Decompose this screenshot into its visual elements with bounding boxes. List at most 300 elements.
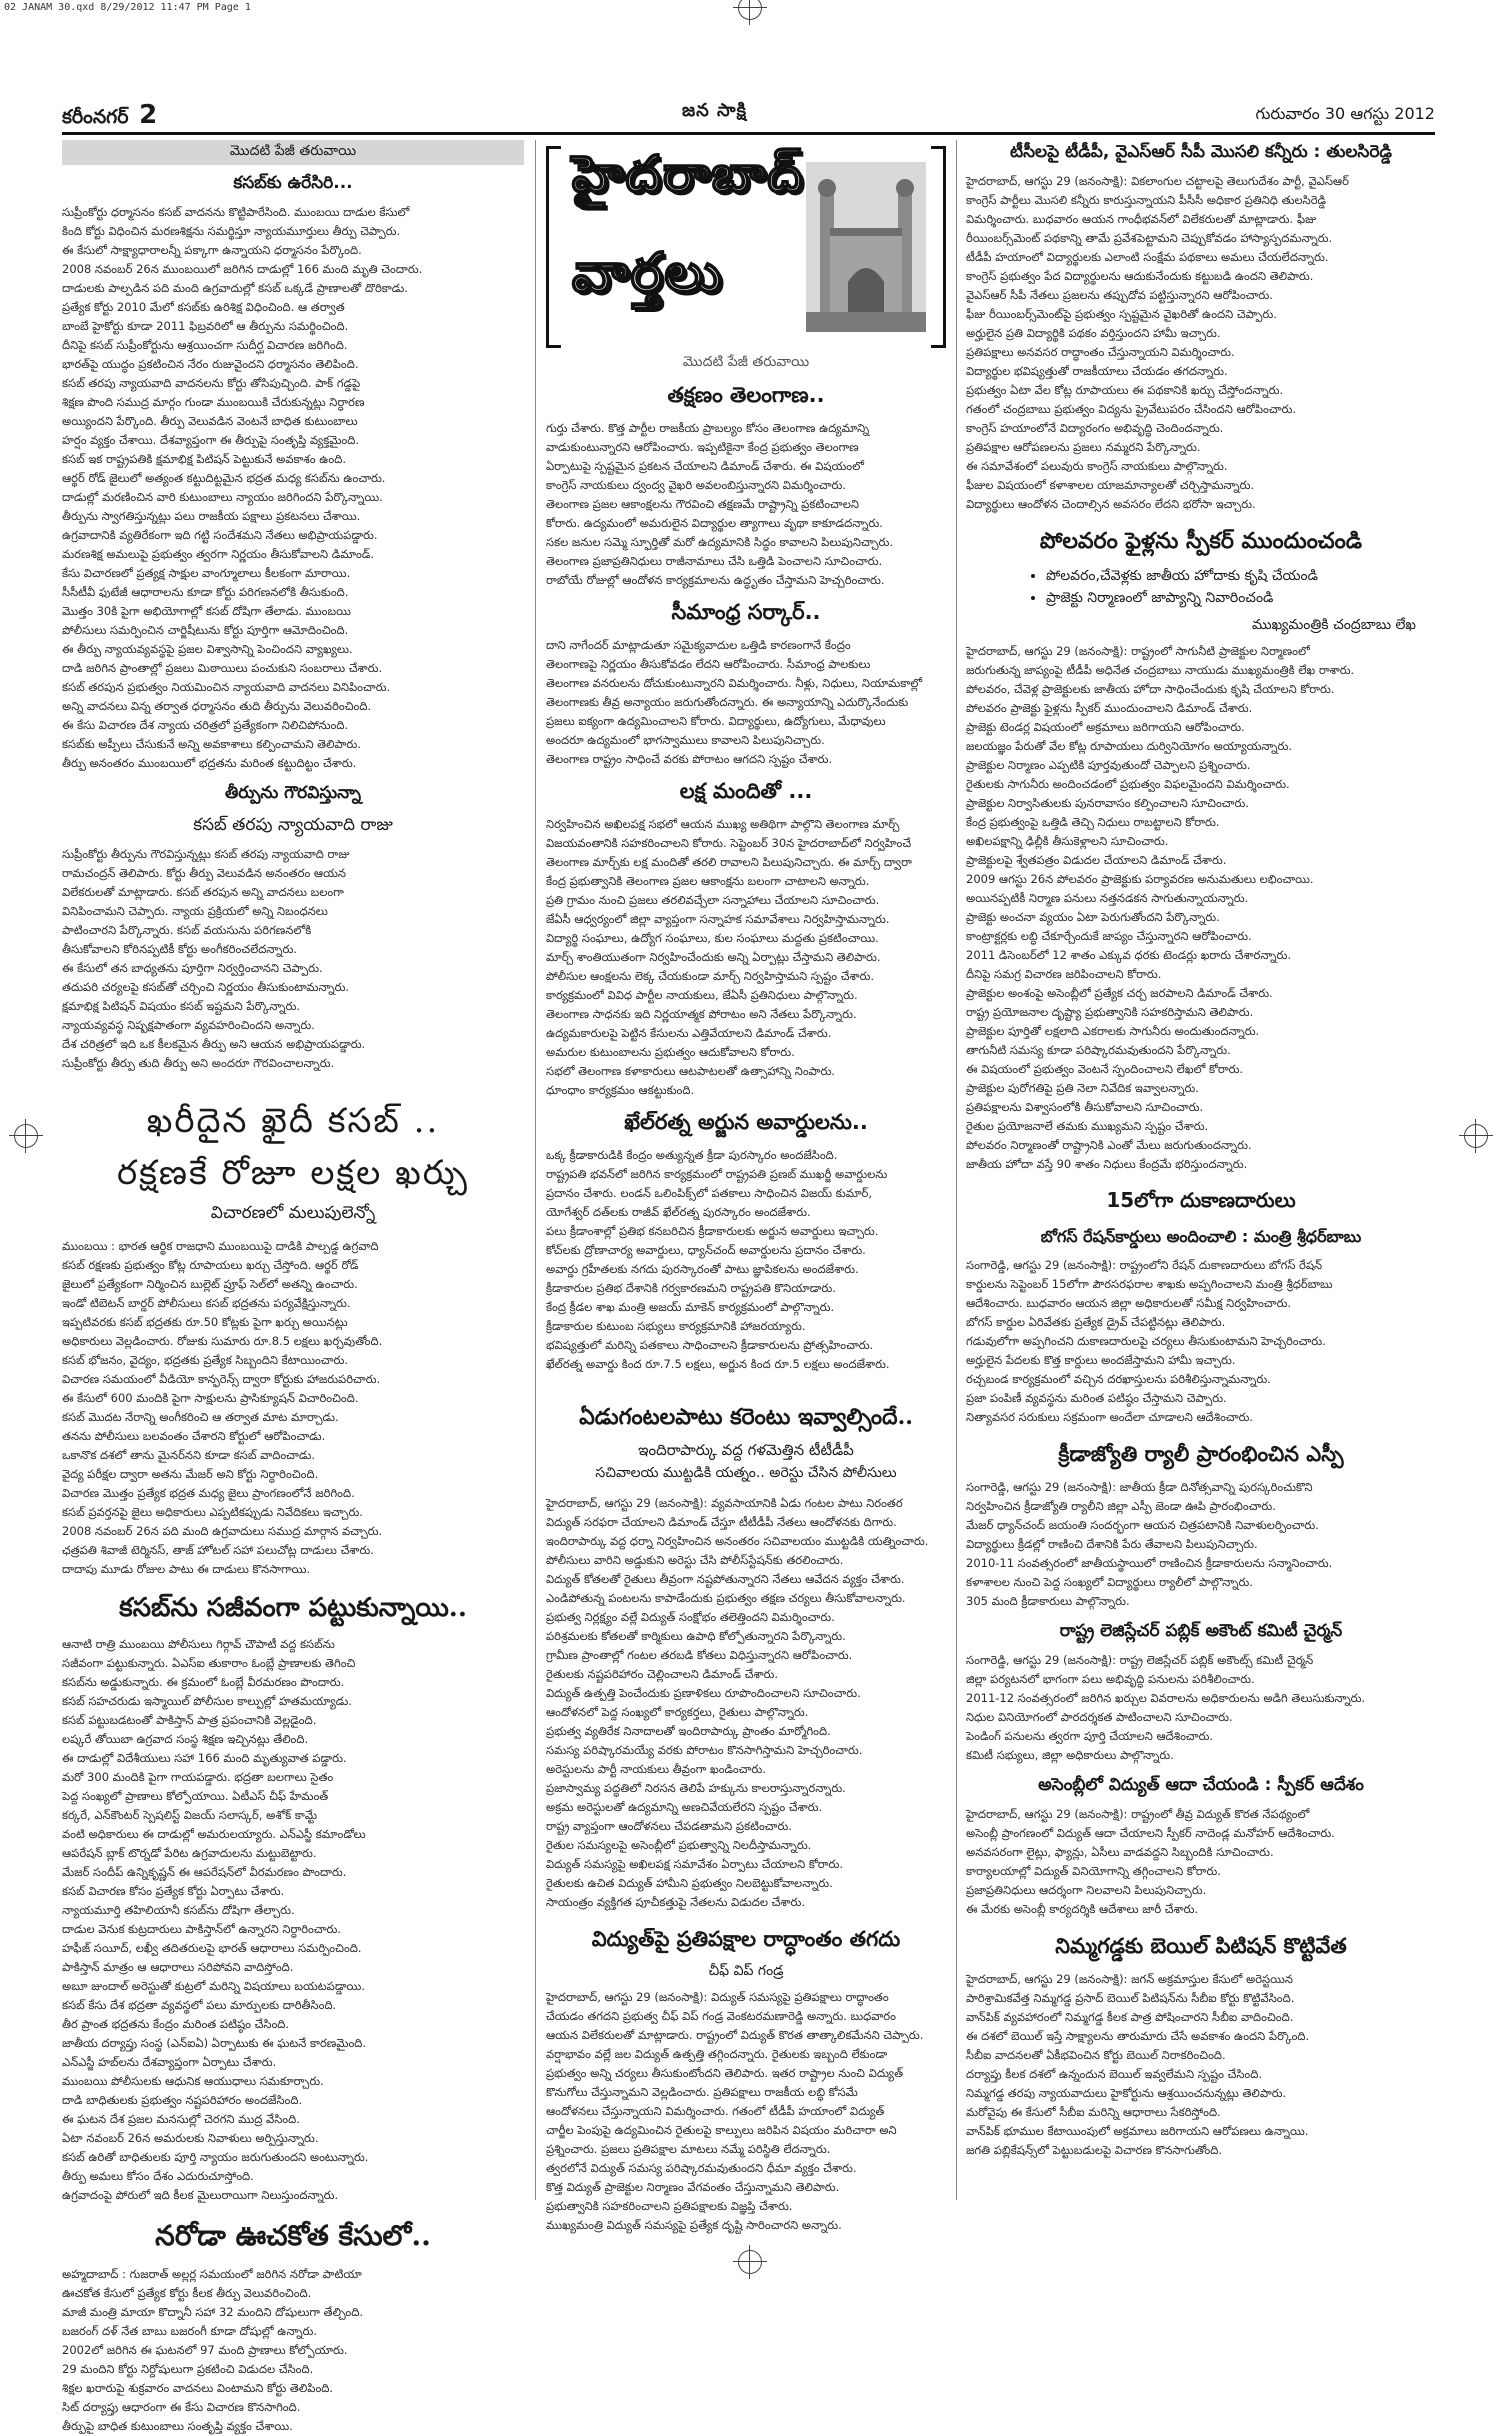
body-text-line: ఊచకోత కేసులో ప్రత్యేక కోర్టు కీలక తీర్పు వెలువరించింది. [62,2286,312,2301]
body-text-line: దాని నాగేందర్ మాట్లాడుతూ సమైక్యవాదుల ఒత్తిడి కారణంగానే కేంద్రం [546,638,851,652]
body-text-line: ఈ మేరకు అసెంబ్లీ కార్యదర్శికి ఆదేశాలు జారీ చేశారు. [966,1902,1199,1916]
body-text-line: హైదరాబాద్, ఆగస్టు 29 (జనంసాక్షి): వికలాంగుల చట్టాలపై తెలుగుదేశం పార్టీ, వైఎస్ఆర్ [966,174,1349,188]
body-text-line: మాజీ మంత్రి మాయా కొద్నానీ సహా 32 మందిని దోషులుగా తేల్చింది. [62,2305,363,2320]
body-text-line: ప్రాజెక్టుల పూర్తితో లక్షలాది ఎకరాలకు సాగునీరు అందుతుందన్నారు. [966,1024,1260,1038]
body-text-line: అరెస్టులను పార్టీ నాయకులు తీవ్రంగా ఖండించారు. [546,1762,766,1776]
story-headline: ఏడుగంటలపాటు కరెంటు ఇవ్వాల్సిందే.. [579,1404,913,1430]
body-text-line: విమర్శించారు. బుధవారం ఆయన గాంధీభవన్‌లో విలేకరులతో మాట్లాడారు. ఫీజు [966,212,1317,226]
body-text-line: ప్రాజెక్టుల పురోగతిపై ప్రతి నెలా నివేదిక ఇవ్వాలన్నారు. [966,1081,1199,1095]
story-body [966,1651,1436,1765]
story-heading: రాష్ట్ర లెజిస్లేచర్ పబ్లిక్ అకౌంట్ కమిటీ చైర్మన్ [1059,1621,1343,1641]
body-text-line: ఈ కేసు విచారణ దేశ న్యాయ చరిత్రలో ప్రత్యేకంగా నిలిచిపోనుంది. [62,718,349,732]
body-text-line: వైఎస్ఆర్ సీపీ నేతలు ప్రజలను తప్పుదోవ పట్టిస్తున్నారని ఆరోపించారు. [966,288,1273,302]
body-text-line: ప్రతిపక్షాలను విశ్వాసంలోకి తీసుకోవాలని సూచించారు. [966,1100,1204,1114]
body-text-line: దీనిపై కసబ్ సుప్రీంకోర్టును ఆశ్రయించగా సుదీర్ఘ విచారణ జరిగింది. [62,338,348,352]
body-text-line: ప్రభుత్వ వ్యతిరేక నినాదాలతో ఇందిరాపార్కు ప్రాంతం మార్మోగింది. [546,1724,831,1738]
body-text-line: తాగునీటి సమస్య కూడా పరిష్కారమవుతుందని పేర్కొన్నారు. [966,1043,1231,1057]
story-subhead: విచారణలో మలుపులెన్నో [210,1203,376,1224]
right-column [966,140,1436,2200]
body-text-line: క్రీడాకారుల కుటుంబ సభ్యులు కార్యక్రమానికి హాజరయ్యారు. [546,1319,806,1333]
story-credit: ముఖ్యమంత్రికి చంద్రబాబు లేఖ [1251,617,1416,633]
body-text-line: 2008 నవంబర్ 26న ముంబయిలో జరిగిన దాడుల్లో 166 మంది మృతి చెందారు. [62,262,423,276]
body-text-line: విద్యార్థులు ఆందోళన చెందాల్సిన అవసరం లేదని భరోసా ఇచ్చారు. [966,497,1256,511]
body-text-line: ఆనాటి రాత్రి ముంబయి పోలీసులు గిర్గావ్ చౌపాటీ వద్ద కసబ్‌ను [62,1637,335,1652]
body-text-line: వైద్య పరీక్షల ద్వారా అతను మేజర్ అని కోర్టు నిర్ధారించింది. [62,1467,319,1482]
masthead-word-news: వార్తలు [572,240,724,304]
body-text-line: ప్రతిపక్షాల ఆరోపణలను ప్రజలు నమ్మరని పేర్కొన్నారు. [966,440,1201,454]
body-text-line: నిర్వహించిన అఖిలపక్ష సభలో ఆయన ముఖ్య అతిథిగా పాల్గొని తెలంగాణ మార్చ్ [546,817,900,831]
body-text-line: 305 మంది క్రీడాకారులు పాల్గొన్నారు. [966,1594,1130,1608]
masthead-bracket-right [931,146,946,348]
body-text-line: సంగారెడ్డి, ఆగస్టు 29 (జనంసాక్షి): జాతీయ క్రీడా దినోత్సవాన్ని పురస్కరించుకొని [966,1480,1313,1494]
body-text-line: సకల జనుల సమ్మె స్ఫూర్తితో మరో ఉద్యమానికి సిద్ధం కావాలని పిలుపునిచ్చారు. [546,535,893,549]
body-text-line: రాష్ట్ర ప్రయోజనాల దృష్ట్యా ప్రభుత్వానికి సహకరిస్తామని తెలిపారు. [966,1005,1254,1019]
body-text-line: ప్రాజెక్టు అంచనా వ్యయం ఏటా పెరుగుతోందని పేర్కొన్నారు. [966,910,1220,924]
body-text-line: రచ్చబండ కార్యక్రమంలో వచ్చిన దరఖాస్తులను పరిశీలిస్తున్నామన్నారు. [966,1372,1271,1386]
body-text-line: సభలో తెలంగాణ కళాకారులు ఆటపాటలతో ఉత్సాహాన్ని నింపారు. [546,1064,835,1078]
body-text-line: కాంగ్రెస్ హయాంలోనే విద్యారంగం అభివృద్ధి చెందిందన్నారు. [966,421,1224,435]
body-text-line: సీబీఐ వాదనలతో ఏకీభవించిన కోర్టు బెయిల్ నిరాకరించింది. [966,2048,1226,2062]
body-text-line: ఈ సమావేశంలో పలువురు కాంగ్రెస్ నాయకులు పాల్గొన్నారు. [966,459,1228,473]
body-text-line: సంగారెడ్డి, ఆగస్టు 29 (జనంసాక్షి): రాష్ట్ర లెజిస్లేచర్ పబ్లిక్ అకౌంట్స్ కమిటీ చైర్మన్ [966,1653,1314,1667]
body-text-line: ఒకానొక దశలో తాను మైనర్‌నని కూడా కసబ్ వాదించాడు. [62,1448,315,1463]
body-text-line: అర్హులైన పేదలకు కొత్త కార్డులు అందజేస్తామని హామీ ఇచ్చారు. [966,1353,1236,1367]
column-divider [956,140,957,2200]
body-text-line: జిల్లా పర్యటనలో భాగంగా పలు అభివృద్ధి పనులను పరిశీలించారు. [966,1672,1255,1686]
body-text-line: కర్కరే, ఎన్‌కౌంటర్ స్పెషలిస్ట్ విజయ్ సలాస్కర్, అశోక్ కామ్టే [62,1808,318,1823]
body-text-line: బాంబే హైకోర్టు కూడా 2011 ఫిబ్రవరిలో ఆ తీర్పును సమర్థించింది. [62,319,349,333]
body-text-line: ఈ విషయంలో ప్రభుత్వం వెంటనే స్పందించాలని లేఖలో కోరారు. [966,1062,1244,1076]
body-text-line: ఆందోళనలు చేస్తున్నాయని విమర్శించారు. గతంలో టీడీపీ హయాంలో విద్యుత్ [546,2104,885,2118]
body-text-line: టీడీపీ హయాంలో విద్యార్థులకు ఎలాంటి సంక్షేమ పథకాలు అమలు చేయలేదన్నారు. [966,250,1329,264]
bullet-item: • పోలవరం,చేవెళ్లకు జాతీయ హోదాకు కృషి చేయండి [1046,565,1436,587]
story-heading: సీమాంధ్ర సర్కార్.. [671,600,821,624]
story-body [546,636,946,769]
body-text-line: ప్రజలు ఐక్యంగా ఉద్యమించాలని కోరారు. విద్యార్థులు, ఉద్యోగులు, మేధావులు [546,714,886,728]
body-text-line: మొత్తం 30కి పైగా అభియోగాల్లో కసబ్ దోషిగా తేలాడు. ముంబయి [62,604,351,618]
masthead-bracket-left [546,146,561,348]
body-text-line: త్వరలోనే విద్యుత్ సమస్య పరిష్కారమవుతుందని ధీమా వ్యక్తం చేశారు. [546,2161,857,2175]
body-text-line: పోలీసులు సమర్పించిన చార్జిషీటును కోర్టు పూర్తిగా ఆమోదించింది. [62,623,349,637]
body-text-line: హైదరాబాద్, ఆగస్టు 29 (జనంసాక్షి): రాష్ట్రంలో తీవ్ర విద్యుత్ కొరత నేపథ్యంలో [966,1807,1310,1821]
body-text-line: అన్ని వాదనలు విన్న తర్వాత ధర్మాసనం తుది తీర్పును వెలువరించింది. [62,699,372,713]
registration-mark-top [738,0,762,20]
body-text-line: విచారణ మొత్తం ప్రత్యేక భద్రత మధ్య జైలు ప్రాంగణంలోనే జరిగింది. [62,1486,355,1501]
body-text-line: జాతీయ హోదా వస్తే 90 శాతం నిధులు కేంద్రమే భరిస్తుందన్నారు. [966,1157,1248,1171]
body-text-line: 2002లో జరిగిన ఈ ఘటనలో 97 మంది ప్రాణాలు కోల్పోయారు. [62,2343,348,2358]
body-text-line: ఆదేశించారు. బుధవారం ఆయన జిల్లా అధికారులతో సమీక్ష నిర్వహించారు. [966,1296,1292,1310]
story-headline: కసబ్‌ను సజీవంగా పట్టుకున్నాయి.. [119,1593,467,1624]
body-text-line: విద్యుత్ కోతలతో రైతులు తీవ్రంగా నష్టపోతున్నారని నేతలు ఆవేదన వ్యక్తం చేశారు. [546,1572,905,1586]
registration-mark-right [1464,1124,1488,1148]
body-text-line: దాడుల వెనుక కుట్రదారులు పాకిస్తాన్‌లో ఉన్నారని నిర్ధారించారు. [62,1922,342,1937]
body-text-line: క్రీడాకారుల ప్రతిభ దేశానికి గర్వకారణమని రాష్ట్రపతి కొనియాడారు. [546,1281,836,1295]
body-text-line: మేజర్ సందీప్ ఉన్నికృష్ణన్ ఈ ఆపరేషన్‌లో వీరమరణం పొందారు. [62,1865,347,1880]
story-heading: కసబ్‌కు ఉరేసిరి... [233,173,353,193]
story-headline: పోలవరం ఫైళ్లను స్పీకర్ ముందుంచండి [1039,528,1363,554]
body-text-line: ఫీజు రీయింబర్స్‌మెంట్‌పై ప్రభుత్వం స్పష్టమైన వైఖరితో ఉందని చెప్పారు. [966,307,1277,321]
body-text-line: అయినప్పటికీ నిర్మాణ పనులు నత్తనడకన సాగుతున్నాయన్నారు. [966,891,1249,905]
body-text-line: ప్రభుత్వానికి సహకరించాలని ప్రతిపక్షాలకు విజ్ఞప్తి చేశారు. [546,2199,793,2213]
body-text-line: ముంబయి : భారత ఆర్థిక రాజధాని ముంబయిపై దాడికి పాల్పడ్డ ఉగ్రవాది [62,1239,379,1254]
body-text-line: ప్రభుత్వ నిర్లక్ష్యం వల్లే విద్యుత్ సంక్షోభం తలెత్తిందని విమర్శించారు. [546,1610,835,1624]
body-text-line: సుప్రీంకోర్టు తీర్పు తుది తీర్పు అని అందరూ గౌరవించాలన్నారు. [62,1056,335,1070]
body-text-line: కాంట్రాక్టర్లకు లబ్ధి చేకూర్చేందుకే జాప్యం చేస్తున్నారని ఆరోపించారు. [966,929,1252,943]
body-text-line: దేశ చరిత్రలో ఇది ఒక కీలకమైన తీర్పు అని ఆయన అభిప్రాయపడ్డారు. [62,1037,366,1051]
body-text-line: దీనిపై సమగ్ర విచారణ జరిపించాలని కోరారు. [966,967,1162,981]
body-text-line: కసబ్‌కు అప్పీలు చేసుకునే అన్ని అవకాశాలు కల్పించామని తెలిపారు. [62,737,361,751]
body-text-line: ఫీజుల విషయంలో కళాశాలల యాజమాన్యాలతో చర్చిస్తామన్నారు. [966,478,1255,492]
body-text-line: 2009 ఆగస్టు 26న పోలవరం ప్రాజెక్టుకు పర్యావరణ అనుమతులు లభించాయి. [966,872,1314,886]
body-text-line: కసబ్ మొదట నేరాన్ని అంగీకరించి ఆ తర్వాత మాట మార్చాడు. [62,1410,339,1425]
body-text-line: విద్యుత్ ఉత్పత్తి పెంచేందుకు ప్రణాళికలు రూపొందించాలని సూచించారు. [546,1686,861,1700]
body-text-line: ఆయన విలేకరులతో మాట్లాడారు. రాష్ట్రంలో విద్యుత్ కొరత తాత్కాలికమేనని చెప్పారు. [546,2028,924,2042]
body-text-line: విద్యార్థుల భవిష్యత్తుతో రాజకీయాలు చేయడం తగదన్నారు. [966,364,1228,378]
continued-banner: మొదటి పేజీ తరువాయి [62,140,524,165]
body-text-line: కాంగ్రెస్ ప్రభుత్వం పేద విద్యార్థులను ఆదుకునేందుకు కట్టుబడి ఉందని తెలిపారు. [966,269,1314,283]
body-text-line: హైదరాబాద్, ఆగస్టు 29 (జనంసాక్షి): వ్యవసాయానికి ఏడు గంటల పాటు నిరంతర [546,1496,903,1510]
body-text-line: పరిశ్రమలకు కోతలతో కార్మికులు ఉపాధి కోల్పోతున్నారని పేర్కొన్నారు. [546,1629,846,1643]
body-text-line: ప్రజాప్రతినిధులు ఆదర్శంగా నిలవాలని పిలుపునిచ్చారు. [966,1883,1207,1897]
body-text-line: తీర ప్రాంత భద్రతను కేంద్రం మరింత పటిష్ఠం చేసింది. [62,2017,290,2032]
body-text-line: ఏటా నవంబర్ 26న అమరులకు నివాళులు అర్పిస్తున్నారు. [62,2131,319,2146]
body-text-line: ఏర్పాటుపై స్పష్టమైన ప్రకటన చేయాలని డిమాండ్ చేశారు. ఈ విషయంలో [546,459,864,473]
body-text-line: తీర్పును స్వాగతిస్తున్నట్లు పలు రాజకీయ పక్షాలు ప్రకటనలు చేశాయి. [62,509,361,523]
story-body [546,1988,946,2235]
charminar-illustration [806,162,926,332]
body-text-line: తీర్పుపై బాధిత కుటుంబాలు సంతృప్తి వ్యక్తం చేశాయి. [62,2419,293,2434]
body-text-line: వాన్‌పిక్ వ్యవహారంలో నిమ్మగడ్డ కీలక పాత్ర పోషించారని సీబీఐ వాదించింది. [966,2010,1294,2024]
body-text-line: ప్రాజెక్టుల అంశంపై అసెంబ్లీలో ప్రత్యేక చర్చ జరపాలని డిమాండ్ చేశారు. [966,986,1273,1000]
body-text-line: రాబోయే రోజుల్లో ఆందోళన కార్యక్రమాలను ఉద్ధృతం చేస్తామని హెచ్చరించారు. [546,573,885,587]
body-text-line: విలేకరులతో మాట్లాడారు. కసబ్ తరపున అన్ని వాదనలు బలంగా [62,885,344,899]
body-text-line: తీర్పు అనంతరం ముంబయిలో భద్రతను మరింత కట్టుదిట్టం చేశారు. [62,756,357,770]
body-text-line: బజరంగ్ దళ్ నేత బాబు బజరంగీ కూడా దోషుల్లో ఉన్నారు. [62,2324,318,2339]
body-text-line: దాడి జరిగిన ప్రాంతాల్లో ప్రజలు మిఠాయిలు పంచుకుని సంబరాలు చేశారు. [62,661,383,675]
body-text-line: రీయింబర్స్‌మెంట్ పథకాన్ని తామే ప్రవేశపెట్టామని చెప్పుకోవడం హాస్యాస్పదమన్నారు. [966,231,1333,245]
body-text-line: కాంగ్రెస్ పార్టీలు మొసలి కన్నీరు కారుస్తున్నాయని పీసీసీ అధికార ప్రతినిధి తులసిరెడ్డి [966,193,1327,207]
body-text-line: 29 మందిని కోర్టు నిర్దోషులుగా ప్రకటించి విడుదల చేసింది. [62,2362,314,2377]
body-text-line: రైతులకు నష్టపరిహారం చెల్లించాలని డిమాండ్ చేశారు. [546,1667,779,1681]
body-text-line: అసెంబ్లీ ప్రాంగణంలో విద్యుత్ ఆదా చేయాలని స్పీకర్ నాదెండ్ల మనోహర్ ఆదేశించారు. [966,1826,1335,1840]
masthead-word-hyderabad: హైదరాబాద్ [572,144,805,203]
story-bullets [1006,565,1436,609]
body-text-line: ముఖ్యమంత్రి విద్యుత్ సమస్యపై ప్రత్యేక దృష్టి సారించారని అన్నారు. [546,2218,842,2232]
body-text-line: జేఏసీ ఆధ్వర్యంలో జిల్లా వ్యాప్తంగా సన్నాహక సమావేశాలు నిర్వహిస్తామన్నారు. [546,912,890,926]
body-text-line: ఇప్పటివరకు కసబ్ భద్రతకు రూ.50 కోట్లకు పైగా ఖర్చు అయినట్లు [62,1315,348,1330]
body-text-line: కార్యక్రమంలో వివిధ పార్టీల నాయకులు, జేఏసీ ప్రతినిధులు పాల్గొన్నారు. [546,988,858,1002]
body-text-line: విద్యుత్ సరఫరా చేయాలని డిమాండ్ చేస్తూ టీటీడీపీ నేతలు ఆందోళనకు దిగారు. [546,1515,897,1529]
story-body [62,1635,524,2205]
masthead-logo: జన సాక్షి [682,100,748,121]
story-headline-line2: రక్షణకే రోజూ లక్షల ఖర్చు [116,1153,469,1194]
issue-date: గురువారం 30 ఆగస్టు 2012 [1255,104,1435,123]
body-text-line: ముంబయి పోలీసులకు ఆధునిక ఆయుధాలు సమకూర్చారు. [62,2074,324,2089]
body-text-line: నిర్వహించిన క్రీడాజ్యోతి ర్యాలీని జిల్లా ఎస్పీ జెండా ఊపి ప్రారంభించారు. [966,1499,1276,1513]
body-text-line: నిమ్మగడ్డ తరపు న్యాయవాదులు హైకోర్టును ఆశ్రయించనున్నట్లు తెలిపారు. [966,2086,1287,2100]
story-body [546,815,946,1100]
body-text-line: అయ్యిందని పేర్కొంది. తీర్పు వెలువడిన వెంటనే బాధిత కుటుంబాలు [62,414,358,428]
body-text-line: కొత్త విద్యుత్ ప్రాజెక్టుల నిర్మాణం వేగవంతం చేస్తున్నామని తెలిపారు. [546,2180,840,2194]
body-text-line: కసబ్ తరపు న్యాయవాది వాదనలను కోర్టు తోసిపుచ్చింది. పాక్ గడ్డపై [62,376,361,390]
body-text-line: న్యాయవ్యవస్థ నిష్పక్షపాతంగా వ్యవహరించిందని అన్నారు. [62,1018,315,1032]
body-text-line: తెలంగాణ ప్రజాప్రతినిధులు రాజీనామాలు చేసి ఒత్తిడి పెంచాలని సూచించారు. [546,554,883,568]
body-text-line: హఫీజ్ సయీద్, లఖ్వీ తదితరులపై భారత్ ఆధారాలు సమర్పించింది. [62,1941,362,1956]
body-text-line: గడువులోగా అప్పగించని దుకాణదారులపై చర్యలు తీసుకుంటామని హెచ్చరించారు. [966,1334,1326,1348]
body-text-line: కోచ్‌లకు ద్రోణాచార్య అవార్డులు, ధ్యాన్‌చంద్ అవార్డులను ప్రదానం చేశారు. [546,1243,866,1257]
story-subhead-2: సచివాలయ ముట్టడికి యత్నం.. అరెస్టు చేసిన పోలీసులు [595,1465,897,1481]
story-headline: నరోడా ఊచకోత కేసులో.. [155,2219,431,2253]
page-number: 2 [139,100,158,130]
body-text-line: అందరూ ఉద్యమంలో భాగస్వాములు కావాలని పిలుపునిచ్చారు. [546,733,825,747]
body-text-line: నిధుల వినియోగంలో పారదర్శకత పాటించాలని సూచించారు. [966,1710,1233,1724]
body-text-line: తెలంగాణపై నిర్ణయం తీసుకోవడం లేదని ఆరోపించారు. సీమాంధ్ర పాలకులు [546,657,871,671]
body-text-line: సీసీటీవీ ఫుటేజీ ఆధారాలను కూడా కోర్టు పరిగణనలోకి తీసుకుంది. [62,585,349,599]
story-headline: ఖరీదైన ఖైదీ కసబ్ .. [146,1101,440,1141]
body-text-line: అనవసరంగా లైట్లు, ఫ్యాన్లు, ఏసీలు వాడవద్దని సిబ్బందికి సూచించారు. [966,1845,1274,1859]
body-text-line: జలయజ్ఞం పేరుతో వేల కోట్ల రూపాయలు దుర్వినియోగం అయ్యాయన్నారు. [966,739,1292,753]
section-label [62,100,157,133]
body-text-line: 2011-12 సంవత్సరంలో జరిగిన ఖర్చుల వివరాలను అధికారులను అడిగి తెలుసుకున్నారు. [966,1691,1366,1705]
body-text-line: ప్రజా పంపిణీ వ్యవస్థను మరింత పటిష్ఠం చేస్తామని చెప్పారు. [966,1391,1227,1405]
body-text-line: ప్రదానం చేశారు. లండన్ ఒలింపిక్స్‌లో పతకాలు సాధించిన విజయ్ కుమార్, [546,1186,873,1200]
body-text-line: భవిష్యత్తులో మరిన్ని పతకాలు సాధించాలని క్రీడాకారులను ప్రోత్సహించారు. [546,1338,874,1352]
body-text-line: ఉగ్రవాదానికి వ్యతిరేకంగా ఇది గట్టి సందేశమని నేతలు అభిప్రాయపడ్డారు. [62,528,378,542]
body-text-line: సుప్రీంకోర్టు ధర్మాసనం కసబ్ వాదనను కొట్టిపారేసింది. ముంబయి దాడుల కేసులో [62,205,410,219]
body-text-line: పెండింగ్ పనులను త్వరగా పూర్తి చేయాలని ఆదేశించారు. [966,1729,1214,1743]
continued-label: మొదటి పేజీ తరువాయి [682,354,810,370]
body-text-line: విద్యార్థి సంఘాలు, ఉద్యోగ సంఘాలు, కుల సంఘాలు మద్దతు ప్రకటించాయి. [546,931,879,945]
body-text-line: కసబ్ పట్టుబడటంతో పాకిస్తాన్ పాత్ర ప్రపంచానికి వెల్లడైంది. [62,1713,317,1728]
body-text-line: ఆపరేషన్ బ్లాక్ టొర్నడో పేరిట ఉగ్రవాదులను మట్టుబెట్టారు. [62,1846,317,1861]
body-text-line: రైతులకు సాగునీరు అందించడంలో ప్రభుత్వం విఫలమైందని విమర్శించారు. [966,777,1290,791]
body-text-line: పోలవరం ప్రాజెక్టు ఫైళ్లను స్పీకర్ ముందుంచాలని డిమాండ్ చేశారు. [966,701,1253,715]
body-text-line: శిక్షల ఖరారుపై శుక్రవారం వాదనలు వింటామని కోర్టు తెలిపింది. [62,2381,334,2396]
body-text-line: గుర్తు చేశారు. కొత్త పార్టీల రాజకీయ ప్రాబల్యం కోసం తెలంగాణ ఉద్యమాన్ని [546,421,870,435]
story-body [546,419,946,590]
body-text-line: కసబ్‌ను అడ్డుకున్నారు. ఈ క్రమంలో ఓంబ్లే వీరమరణం పొందారు. [62,1675,345,1690]
body-text-line: సుప్రీంకోర్టు తీర్పును గౌరవిస్తున్నట్లు కసబ్ తరపు న్యాయవాది రాజు [62,847,350,861]
body-text-line: రాష్ట్రపతి భవన్‌లో జరిగిన కార్యక్రమంలో రాష్ట్రపతి ప్రణబ్ ముఖర్జీ అవార్డులను [546,1167,888,1181]
body-text-line: లష్కరే తోయిబా ఉగ్రవాద సంస్థ శిక్షణ ఇచ్చినట్లు తేలింది. [62,1732,309,1747]
left-column [62,140,524,2434]
page-header [62,98,1435,135]
body-text-line: 2010-11 సంవత్సరంలో జాతీయస్థాయిలో రాణించిన క్రీడాకారులను సన్మానించారు. [966,1556,1333,1570]
body-text-line: ఈ కేసులో సాక్ష్యాధారాలన్నీ పక్కాగా ఉన్నాయని ధర్మాసనం పేర్కొంది. [62,243,362,257]
body-text-line: ప్రభుత్వం అన్ని చర్యలు తీసుకుంటోందని తెలిపారు. ఇతర రాష్ట్రాల నుంచి విద్యుత్ [546,2066,904,2080]
body-text-line: ఖేల్‌రత్న అవార్డు కింద రూ.7.5 లక్షలు, అర్జున కింద రూ.5 లక్షలు అందజేశారు. [546,1357,890,1371]
middle-lower-column [546,1390,946,2232]
body-text-line: ఈ దాడుల్లో విదేశీయులు సహా 166 మంది మృత్యువాత పడ్డారు. [62,1751,347,1766]
print-slug: 02 JANAM 30.qxd 8/29/2012 11:47 PM Page 1 [4,2,251,13]
body-text-line: ప్రతి గ్రామం నుంచి ప్రజలు తరలివచ్చేలా సన్నాహాలు చేయాలని సూచించారు. [546,893,880,907]
body-text-line: వాడుకుంటున్నారని ఆరోపించారు. ఇప్పటికైనా కేంద్ర ప్రభుత్వం తెలంగాణ [546,440,859,454]
body-text-line: కేంద్ర ప్రభుత్వంపై ఒత్తిడి తెచ్చి నిధులు రాబట్టాలని కోరారు. [966,815,1220,829]
body-text-line: హర్షం వ్యక్తం చేశాయి. దేశవ్యాప్తంగా ఈ తీర్పుపై సంతృప్తి వ్యక్తమైంది. [62,433,359,447]
body-text-line: దాడుల్లో మరణించిన వారి కుటుంబాలు న్యాయం జరిగిందని పేర్కొన్నాయి. [62,490,383,504]
body-text-line: దాడులకు పాల్పడిన పది మంది ఉగ్రవాదుల్లో కసబ్ ఒక్కడే ప్రాణాలతో దొరికాడు. [62,281,408,295]
body-text-line: విద్యుత్ సమస్యపై అఖిలపక్ష సమావేశం ఏర్పాటు చేయాలని కోరారు. [546,1857,843,1871]
body-text-line: శిక్షణ పొంది సముద్ర మార్గం గుండా ముంబయికి చేరుకున్నట్లు నిర్ధారణ [62,395,365,409]
body-text-line: తెలంగాణ ప్రజల ఆకాంక్షలను గౌరవించి తక్షణమే రాష్ట్రాన్ని ప్రకటించాలని [546,497,859,511]
body-text-line: చేయడం తగదని ప్రభుత్వ చీఫ్ విప్ గండ్ర వెంకటరమణారెడ్డి అన్నారు. బుధవారం [546,2009,896,2023]
story-body [62,1237,524,1579]
body-text-line: వాన్‌పిక్ భూముల కేటాయింపులో అక్రమాలు జరిగాయని ఆరోపణలు ఉన్నాయి. [966,2124,1309,2138]
registration-mark-bottom [738,2250,762,2274]
story-heading: లక్ష మందితో ... [679,779,813,803]
body-text-line: పోలవరం, చేవెళ్ల ప్రాజెక్టులకు జాతీయ హోదా సాధించేందుకు కృషి చేయాలని కోరారు. [966,682,1335,696]
body-text-line: కసబ్ తరపున ప్రభుత్వం నియమించిన న్యాయవాది వాదనలు వినిపించారు. [62,680,391,694]
body-text-line: మేజర్ ధ్యాన్‌చంద్ జయంతి సందర్భంగా ఆయన చిత్రపటానికి నివాళులర్పించారు. [966,1518,1319,1532]
body-text-line: కసబ్ విచారణ కోసం ప్రత్యేక కోర్టు ఏర్పాటు చేశారు. [62,1884,285,1899]
story-body [966,1256,1436,1427]
body-text-line: హైదరాబాద్, ఆగస్టు 29 (జనంసాక్షి): జగన్ అక్రమాస్తుల కేసులో అరెస్టయిన [966,1972,1293,1986]
section-name: కరీంనగర్ [62,106,129,128]
body-text-line: సిట్ దర్యాప్తు ఆధారంగా ఈ కేసు విచారణ కొనసాగింది. [62,2400,301,2415]
story-body [966,1970,1436,2160]
body-text-line: ప్రభుత్వం ఏటా వేల కోట్ల రూపాయలు ఈ పథకానికి ఖర్చు చేస్తోందన్నారు. [966,383,1284,397]
body-text-line: కసబ్ ఉరితో బాధితులకు పూర్తి న్యాయం జరుగుతుందని అంటున్నారు. [62,2150,369,2165]
body-text-line: రైతుల సమస్యలపై అసెంబ్లీలో ప్రభుత్వాన్ని నిలదీస్తామన్నారు. [546,1838,812,1852]
body-text-line: మార్చ్ శాంతియుతంగా నిర్వహించేందుకు అన్ని ఏర్పాట్లు చేస్తామని తెలిపారు. [546,950,881,964]
body-text-line: దాదాపు మూడు రోజుల పాటు ఈ దాడులు కొనసాగాయి. [62,1562,311,1577]
body-text-line: హైదరాబాద్, ఆగస్టు 29 (జనంసాక్షి): విద్యుత్ సమస్యపై ప్రతిపక్షాలు రాద్ధాంతం [546,1990,889,2004]
body-text-line: మరోవైపు ఈ కేసులో సీబీఐ మరిన్ని ఆధారాలు సేకరిస్తోంది. [966,2105,1221,2119]
body-text-line: రాష్ట్ర వ్యాప్తంగా ఆందోళనలు చేపడతామని ప్రకటించారు. [546,1819,792,1833]
body-text-line: హైదరాబాద్, ఆగస్టు 29 (జనంసాక్షి): రాష్ట్రంలో సాగునీటి ప్రాజెక్టుల నిర్మాణంలో [966,644,1310,658]
body-text-line: విద్యార్థులు క్రీడల్లో రాణించి దేశానికి పేరు తేవాలని పిలుపునిచ్చారు. [966,1537,1258,1551]
story-headline: క్రీడాజ్యోతి ర్యాలీ ప్రారంభించిన ఎస్పీ [1058,1441,1344,1466]
story-kicker: 15లోగా దుకాణదారులు [1106,1188,1296,1212]
body-text-line: విజయవంతానికి సహకరించాలని కోరారు. సెప్టెంబర్ 30న హైదరాబాద్‌లో నిర్వహించే [546,836,912,850]
story-body [62,845,524,1073]
body-text-line: అమరుల కుటుంబాలను ప్రభుత్వం ఆదుకోవాలని కోరారు. [546,1045,795,1059]
body-text-line: ఈ దశలో బెయిల్ ఇస్తే సాక్ష్యాలను తారుమారు చేసే అవకాశం ఉందని పేర్కొంది. [966,2029,1310,2043]
story-body [62,2265,524,2436]
hyderabad-news-masthead [546,140,946,350]
body-text-line: దాడి బాధితులకు ప్రభుత్వం నష్టపరిహారం అందజేసింది. [62,2093,303,2108]
body-text-line: తెలంగాణ రాష్ట్రం సాధించే వరకు పోరాటం ఆగదని స్పష్టం చేశారు. [546,752,833,766]
body-text-line: ఈ కేసులో 600 మందికి పైగా సాక్షులను ప్రాసిక్యూషన్ విచారించింది. [62,1391,359,1406]
body-text-line: నిత్యావసర సరుకులు సక్రమంగా అందేలా చూడాలని ఆదేశించారు. [966,1410,1254,1424]
body-text-line: కోరారు. ఉద్యమంలో అమరులైన విద్యార్థుల త్యాగాలు వృథా కాకూడదన్నారు. [546,516,883,530]
body-text-line: కమిటీ సభ్యులు, జిల్లా అధికారులు పాల్గొన్నారు. [966,1748,1174,1762]
registration-mark-left [14,1124,38,1148]
body-text-line: ఎండిపోతున్న పంటలను కాపాడేందుకు ప్రభుత్వం తక్షణ చర్యలు తీసుకోవాలన్నారు. [546,1591,906,1605]
body-text-line: రైతులకు ఉచిత విద్యుత్ హామీని ప్రభుత్వం నిలబెట్టుకోవాలన్నారు. [546,1876,833,1890]
body-text-line: బోగస్ కార్డుల ఏరివేతకు ప్రత్యేక డ్రైవ్ చేపట్టినట్లు తెలిపారు. [966,1315,1226,1329]
story-heading: టీసీలపై టీడీపీ, వైఎస్ఆర్ సీపీ మొసలి కన్నీరు : తులసిరెడ్డి [1009,142,1393,162]
body-text-line: పాకిస్తాన్ మాత్రం ఆ ఆధారాలు సరిపోవని వాదిస్తోంది. [62,1960,294,1975]
body-text-line: ఈ తీర్పు న్యాయవ్యవస్థపై ప్రజల విశ్వాసాన్ని పెంచిందని వ్యాఖ్యలు. [62,642,353,656]
body-text-line: ఎన్ఎస్జీ హబ్‌లను దేశవ్యాప్తంగా ఏర్పాటు చేశారు. [62,2055,277,2070]
body-text-line: కసబ్ రక్షణకు ప్రభుత్వం కోట్ల రూపాయలు ఖర్చు చేస్తోంది. ఆర్థర్ రోడ్ [62,1258,359,1273]
body-text-line: యోగేశ్వర్ దత్‌లకు రాజీవ్ ఖేల్‌రత్న పురస్కారం అందజేశారు. [546,1205,811,1219]
body-text-line: పోలీసులు వారిని అడ్డుకుని అరెస్టు చేసి పోలీస్‌స్టేషన్‌కు తరలించారు. [546,1553,844,1567]
body-text-line: కాంగ్రెస్ నాయకులు ద్వంద్వ వైఖరి అవలంబిస్తున్నారని విమర్శించారు. [546,478,846,492]
story-headline: నిమ్మగడ్డకు బెయిల్ పిటిషన్ కొట్టివేత [1055,1933,1347,1958]
body-text-line: కసబ్ భోజనం, వైద్యం, భద్రతకు ప్రత్యేక సిబ్బందిని కేటాయించారు. [62,1353,348,1368]
body-text-line: 2008 నవంబర్ 26న పది మంది ఉగ్రవాదులు సముద్ర మార్గాన వచ్చారు. [62,1524,383,1539]
body-text-line: సంగారెడ్డి, ఆగస్టు 29 (జనంసాక్షి): రాష్ట్రంలోని రేషన్ దుకాణదారులు బోగస్ రేషన్ [966,1258,1323,1272]
body-text-line: న్యాయమూర్తి తహిలియానీ కసబ్‌ను దోషిగా తేల్చారు. [62,1903,295,1918]
story-subhead: ఇందిరాపార్కు వద్ద గళమెత్తిన టీటీడీపీ [638,1441,854,1459]
body-text-line: పెద్ద సంఖ్యలో ప్రాణాలు కోల్పోయాయి. ఏటీఎస్ చీఫ్ హేమంత్ [62,1789,329,1804]
story-body [966,1478,1436,1611]
body-text-line: పోలవరం నిర్మాణంతో రాష్ట్రానికి ఎంతో మేలు జరుగుతుందన్నారు. [966,1138,1252,1152]
body-text-line: అబూ జుందాల్ అరెస్టుతో కుట్రలో మరిన్ని విషయాలు బయటపడ్డాయి. [62,1979,365,1994]
column-divider [535,140,536,2200]
body-text-line: సజీవంగా పట్టుకున్నారు. ఏఎస్ఐ తుకారాం ఓంబ్లే ప్రాణాలకు తెగించి [62,1656,356,1671]
body-text-line: తనను పోలీసులు బలవంతం చేశారని కోర్టులో ఆరోపించాడు. [62,1429,326,1444]
body-text-line: తీర్పు అమలు కోసం దేశం ఎదురుచూస్తోంది. [62,2169,254,2184]
story-body [966,1805,1436,1919]
body-text-line: ఈ కేసులో తన బాధ్యతను పూర్తిగా నిర్వర్తించానని చెప్పారు. [62,961,323,975]
body-text-line: వంటి అధికారులు ఈ దాడుల్లో అమరులయ్యారు. ఎన్ఎస్జీ కమాండోలు [62,1827,366,1842]
body-text-line: జైలులో ప్రత్యేకంగా నిర్మించిన బుల్లెట్ ప్రూఫ్ సెల్‌లో అతన్ని ఉంచారు. [62,1277,358,1292]
body-text-line: తెలంగాణ వనరులను దోచుకుంటున్నారని విమర్శించారు. నీళ్లు, నిధులు, నియామకాల్లో [546,676,923,690]
body-text-line: ధూంధాం కార్యక్రమం ఆకట్టుకుంది. [546,1083,695,1097]
body-text-line: ఈ ఘటన దేశ ప్రజల మనసుల్లో చెరగని ముద్ర వేసింది. [62,2112,300,2127]
body-text-line: తదుపరి చర్యలపై కసబ్‌తో చర్చించి నిర్ణయం తీసుకుంటామన్నారు. [62,980,350,994]
body-text-line: ప్రశ్నించారు. ప్రజలు ప్రతిపక్షాల మాటలు నమ్మే పరిస్థితి లేదన్నారు. [546,2142,831,2156]
body-text-line: పోలీసుల ఆంక్షలను లెక్క చేయకుండా మార్చ్ నిర్వహిస్తామని స్పష్టం చేశారు. [546,969,875,983]
body-text-line: పాటించారని పేర్కొన్నారు. కసబ్ వయసును పరిగణనలోకి [62,923,312,937]
story-subhead: కసబ్ తరపు న్యాయవాది రాజు [193,815,393,835]
body-text-line: 2011 డిసెంబర్‌లో 12 శాతం ఎక్కువ ధరకు టెండర్లు ఖరారు చేశారన్నారు. [966,948,1291,962]
body-text-line: అవార్డు గ్రహీతలకు నగదు పురస్కారంతో పాటు జ్ఞాపికలను అందజేశారు. [546,1262,859,1276]
body-text-line: తెలంగాణకు తీవ్ర అన్యాయం జరుగుతోందన్నారు. ఈ అన్యాయాన్ని ఎదుర్కొనేందుకు [546,695,909,709]
story-heading: ఖేల్‌రత్న అర్జున అవార్డులను.. [624,1110,868,1134]
body-text-line: కసబ్ ఇక రాష్ట్రపతికి క్షమాభిక్ష పిటిషన్ పెట్టుకునే అవకాశం ఉంది. [62,452,346,466]
body-text-line: కసబ్ ప్రవర్తనపై జైలు అధికారులు ఎప్పటికప్పుడు నివేదికలు ఇచ్చారు. [62,1505,363,1520]
body-text-line: ప్రత్యేక కోర్టు 2010 మేలో కసబ్‌కు ఉరిశిక్ష విధించింది. ఆ తర్వాత [62,300,345,314]
body-text-line: ఇండో టిబెటన్ బార్డర్ పోలీసులు కసబ్ భద్రతను పర్యవేక్షిస్తున్నారు. [62,1296,351,1311]
body-text-line: ఛత్రపతి శివాజీ టెర్మినస్, తాజ్ హోటల్ సహా పలుచోట్ల దాడులు చేశారు. [62,1543,374,1558]
body-text-line: కేంద్ర ప్రభుత్వానికి తెలంగాణ ప్రజల ఆకాంక్షను బలంగా చాటాలని అన్నారు. [546,874,870,888]
story-body [546,1494,946,1912]
body-text-line: చార్జీల పెంపుపై ఉద్యమించిన రైతులపై కాల్పులు జరిపిన విషయం మరిచారా అని [546,2123,897,2137]
body-text-line: ప్రాజెక్టులపై శ్వేతపత్రం విడుదల చేయాలని డిమాండ్ చేశారు. [966,853,1227,867]
body-text-line: సమస్య పరిష్కారమయ్యే వరకు పోరాటం కొనసాగిస్తామని హెచ్చరించారు. [546,1743,863,1757]
story-heading: బోగస్ రేషన్‌కార్డులు అందించాలి : మంత్రి శ్రీధర్‌బాబు [1040,1227,1362,1246]
bullet-item: • ప్రాజెక్టు నిర్మాణంలో జాప్యాన్ని నివారించండి [1046,587,1436,609]
body-text-line: అక్రమ అరెస్టులతో ఉద్యమాన్ని అణచివేయలేరని స్పష్టం చేశారు. [546,1800,823,1814]
body-text-line: సాయంత్రం వ్యక్తిగత పూచీకత్తుపై నేతలను విడుదల చేశారు. [546,1895,805,1909]
body-text-line: ప్రాజెక్టు టెండర్ల విషయంలో అక్రమాలు జరిగాయని ఆరోపించారు. [966,720,1245,734]
body-text-line: ఆందోళనలో పెద్ద సంఖ్యలో కార్యకర్తలు, రైతులు పాల్గొన్నారు. [546,1705,809,1719]
story-byline: చీఫ్ విప్ గండ్ర [708,1963,784,1979]
body-text-line: ఆర్థర్ రోడ్ జైలులో అత్యంత కట్టుదిట్టమైన భద్రత మధ్య కసబ్‌ను ఉంచారు. [62,471,386,485]
body-text-line: ఉద్యమకారులపై పెట్టిన కేసులను ఎత్తివేయాలని డిమాండ్ చేశారు. [546,1026,832,1040]
body-text-line: అధికారులు వెల్లడించారు. రోజుకు సుమారు రూ.8.5 లక్షలు ఖర్చవుతోంది. [62,1334,383,1349]
story-body [546,1146,946,1374]
body-text-line: జాతీయ దర్యాప్తు సంస్థ (ఎన్ఐఏ) ఏర్పాటుకు ఈ ఘటనే కారణమైంది. [62,2036,367,2051]
story-body [966,642,1436,1174]
body-text-line: వినిపించామని చెప్పారు. న్యాయ ప్రక్రియలో అన్ని నిబంధనలు [62,904,328,918]
body-text-line: క్షమాభిక్ష పిటిషన్ విషయం కసబ్ ఇష్టమని పేర్కొన్నారు. [62,999,300,1013]
body-text-line: తెలంగాణ మార్చ్‌కు లక్ష మందితో తరలి రావాలని పిలుపునిచ్చారు. ఈ మార్చ్ ద్వారా [546,855,912,869]
body-text-line: కార్డులను సెప్టెంబర్ 15లోగా పౌరసరఫరాల శాఖకు అప్పగించాలని మంత్రి శ్రీధర్‌బాబు [966,1277,1333,1291]
body-text-line: జరుగుతున్న జాప్యంపై టీడీపీ అధినేత చంద్రబాబు నాయుడు ముఖ్యమంత్రికి లేఖ రాశారు. [966,663,1355,677]
body-text-line: వర్షాభావం వల్లే జల విద్యుత్ ఉత్పత్తి తగ్గిందన్నారు. రైతులకు ఇబ్బంది లేకుండా [546,2047,888,2061]
body-text-line: ఒక్క క్రీడాకారుడికి కేంద్రం అత్యున్నత క్రీడా పురస్కారం అందజేసింది. [546,1148,838,1162]
story-heading: అసెంబ్లీలో విద్యుత్ ఆదా చేయండి : స్పీకర్ ఆదేశం [1038,1775,1364,1795]
story-body [966,172,1436,514]
body-text-line: ప్రజాస్వామ్య పద్ధతిలో నిరసన తెలిపే హక్కును కాలరాస్తున్నారన్నారు. [546,1781,846,1795]
body-text-line: తీసుకోవాలని కోరినప్పటికీ కోర్టు అంగీకరించలేదన్నారు. [62,942,297,956]
body-text-line: తెలంగాణ సాధనకు ఇది నిర్ణయాత్మక పోరాటం అని నేతలు పేర్కొన్నారు. [546,1007,857,1021]
